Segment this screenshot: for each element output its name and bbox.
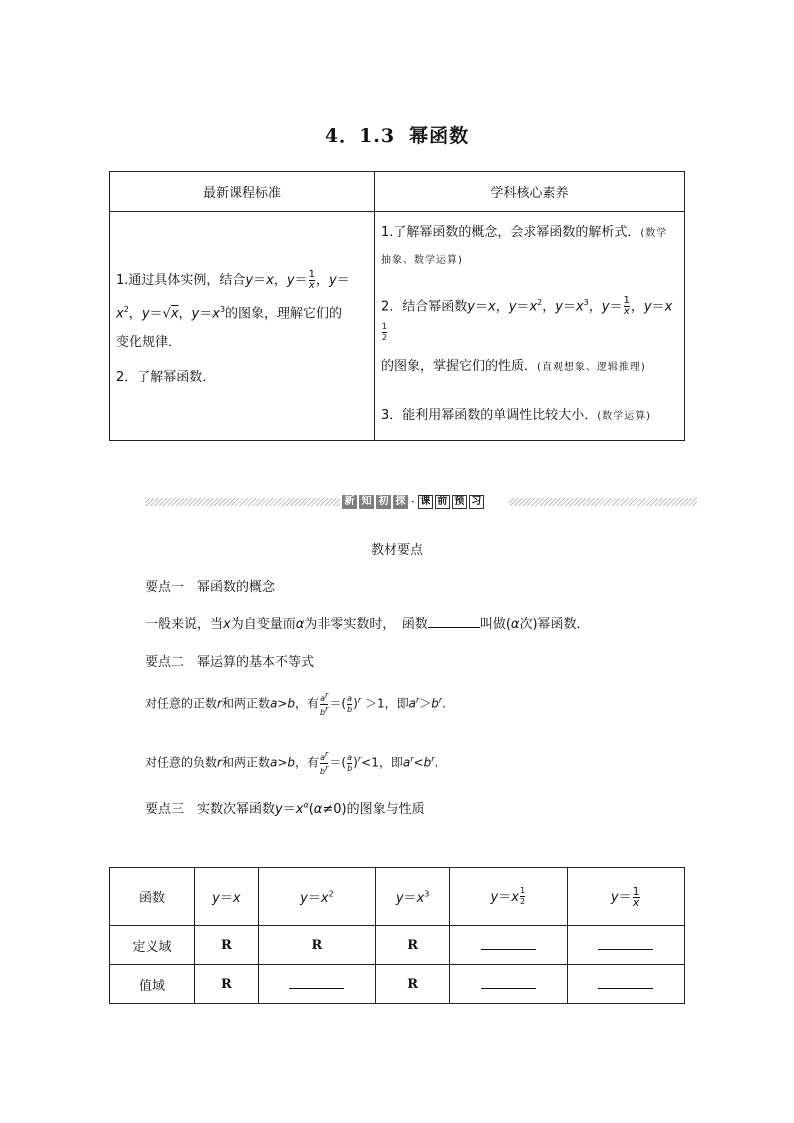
range-blank-cell (258, 965, 375, 1004)
competency-3-tag: (数学运算) (597, 411, 652, 423)
point-1-label: 要点一 幂函数的概念 (145, 580, 276, 595)
competency-1: 1.了解幂函数的概念，会求幂函数的解析式． (381, 224, 641, 240)
competency-3: 3．能利用幂函数的单调性比较大小． (381, 408, 598, 424)
standards-line-2: 的图象，理解它们的 (225, 306, 343, 322)
point-2-label: 要点二 幂运算的基本不等式 (145, 655, 315, 670)
standards-item-2: 2．了解幂函数． (116, 370, 216, 386)
range-cell: R (195, 965, 259, 1004)
point-2-pos-d: ＞1，即 (364, 696, 409, 711)
banner-char: 课 (418, 495, 433, 509)
range-cell: R (376, 965, 450, 1004)
section-name: 幂函数 (409, 125, 470, 147)
point-2-pos-c: ，有 (295, 696, 320, 711)
domain-cell: R (376, 926, 450, 965)
section-heading: 教材要点 (370, 543, 423, 558)
banner-hatch-right (509, 498, 697, 506)
banner-char: 预 (452, 495, 467, 509)
point-1-text: 一般来说，当x为自变量而α为非零实数时， 函数 叫做(α次)幂函数． (145, 617, 590, 632)
competency-2-cont: 的图象，掌握它们的性质． (381, 359, 538, 375)
domain-cell: R (195, 926, 259, 965)
competencies-header: 学科核心素养 (375, 172, 685, 212)
col-y-eq-x2: $y=x^2$ (258, 868, 375, 926)
section-number: 4．1.3 (324, 125, 396, 147)
col-y-eq-x: y＝x (195, 868, 259, 926)
banner-label (342, 494, 486, 510)
point-2-negative: 对任意的负数r和两正数a>b，有 $\frac{a^r}{b^r}$ ＝( $\frac{a}{b}$ )$^r$<1，即$a^r<b^r$. (145, 749, 439, 777)
standards-header: 最新课程标准 (110, 172, 375, 212)
banner-char: 初 (376, 495, 391, 509)
domain-blank-cell (450, 926, 567, 965)
domain-cell: R (258, 926, 375, 965)
banner-dot: · (411, 495, 415, 509)
banner-hatch-left (145, 498, 340, 506)
competency-2-tag: (直观想象、逻辑推理) (537, 362, 646, 374)
fraction-1-over-x: $\frac{1}{x}$ (623, 295, 630, 318)
point-3-label-tail: 的图象与性质 (346, 802, 425, 817)
col-y-eq-x3: $y=x^3$ (376, 868, 450, 926)
fraction-1-over-x: $\frac{1}{x}$ (308, 268, 315, 291)
range-blank-cell (567, 965, 684, 1004)
point-2-pos-a: 对任意的正数 (145, 696, 218, 711)
fraction-ar-over-br: $\frac{a^r}{b^r}$ (320, 749, 329, 777)
fraction-a-over-b: $\frac{a}{b}$ (347, 752, 353, 773)
banner-char: 知 (359, 495, 374, 509)
row-label-function: 函数 (110, 868, 195, 926)
fraction-a-over-b: $\frac{a}{b}$ (347, 693, 353, 714)
point-1-text-a: 一般来说，当 (145, 617, 224, 632)
competencies-cell: 1.了解幂函数的概念，会求幂函数的解析式．(数学 抽象、数学运算) 2．结合幂函数y＝x，$y=x^2$，$y=x^3$，y＝ $\frac{1}{x}$ ，y＝x $\frac{1}{2}$ 的图象，掌握它们的性质．(直观想象、逻辑推理) 3．能利用幂函数的单调性比较大小．(数学运算) (375, 212, 685, 441)
banner-char: 新 (342, 495, 357, 509)
point-2-neg-c: ，有 (295, 755, 320, 770)
point-1-text-d: 叫做( (479, 617, 511, 632)
exponent-half: $\frac{1}{2}$ (382, 322, 388, 343)
banner-char: 探 (393, 495, 408, 509)
col-y-eq-x-half: y＝x $\frac{1}{2}$ (450, 868, 567, 926)
competency-1-tag: (数学 (640, 227, 668, 239)
page-title (0, 121, 794, 148)
domain-blank-cell (567, 926, 684, 965)
col-y-eq-1-over-x: y＝ $\frac{1}{x}$ (567, 868, 684, 926)
competency-2: 2．结合幂函数 (381, 299, 468, 315)
banner-char: 习 (469, 495, 484, 509)
range-blank-cell (450, 965, 567, 1004)
point-1-text-c: 为非零实数时， 函数 (304, 617, 428, 632)
point-2-neg-a: 对任意的负数 (145, 755, 218, 770)
point-1-text-b: 为自变量而 (230, 617, 296, 632)
point-2-positive: 对任意的正数r和两正数a>b，有 $\frac{a^r}{b^r}$ ＝( $\frac{a}{b}$ )$^r$ ＞1，即$a^r>b^r$. (145, 690, 447, 718)
point-2-neg-b: 和两正数 (221, 755, 270, 770)
standards-line-1: 1.通过具体实例，结合 (116, 272, 246, 288)
banner-char: 前 (435, 495, 450, 509)
fraction-ar-over-br: $\frac{a^r}{b^r}$ (320, 690, 329, 718)
power-function-properties-table (109, 867, 685, 1004)
fill-blank (428, 615, 480, 628)
standards-cell: 1.通过具体实例，结合y＝x，y＝ $\frac{1}{x}$ ，y＝ $x^2$，y＝√x，$y=x^3$的图象，理解它们的 变化规律． 2．了解幂函数． (110, 212, 375, 441)
competency-1-tag-cont: 抽象、数学运算) (381, 254, 463, 266)
point-3-label-text: 要点三 实数次幂函数 (145, 802, 276, 817)
curriculum-standards-table (109, 171, 685, 441)
point-1-text-e: 次)幂函数． (519, 617, 590, 632)
point-2-pos-b: 和两正数 (221, 696, 270, 711)
standards-line-3: 变化规律． (116, 335, 182, 351)
point-3-label: 要点三 实数次幂函数$y=x^\alpha(\alpha\ne 0)$的图象与性质 (145, 800, 425, 817)
row-label-range: 值域 (110, 965, 195, 1004)
point-2-neg-d: <1，即 (361, 755, 403, 770)
section-banner (145, 494, 697, 510)
row-label-domain: 定义域 (110, 926, 195, 965)
